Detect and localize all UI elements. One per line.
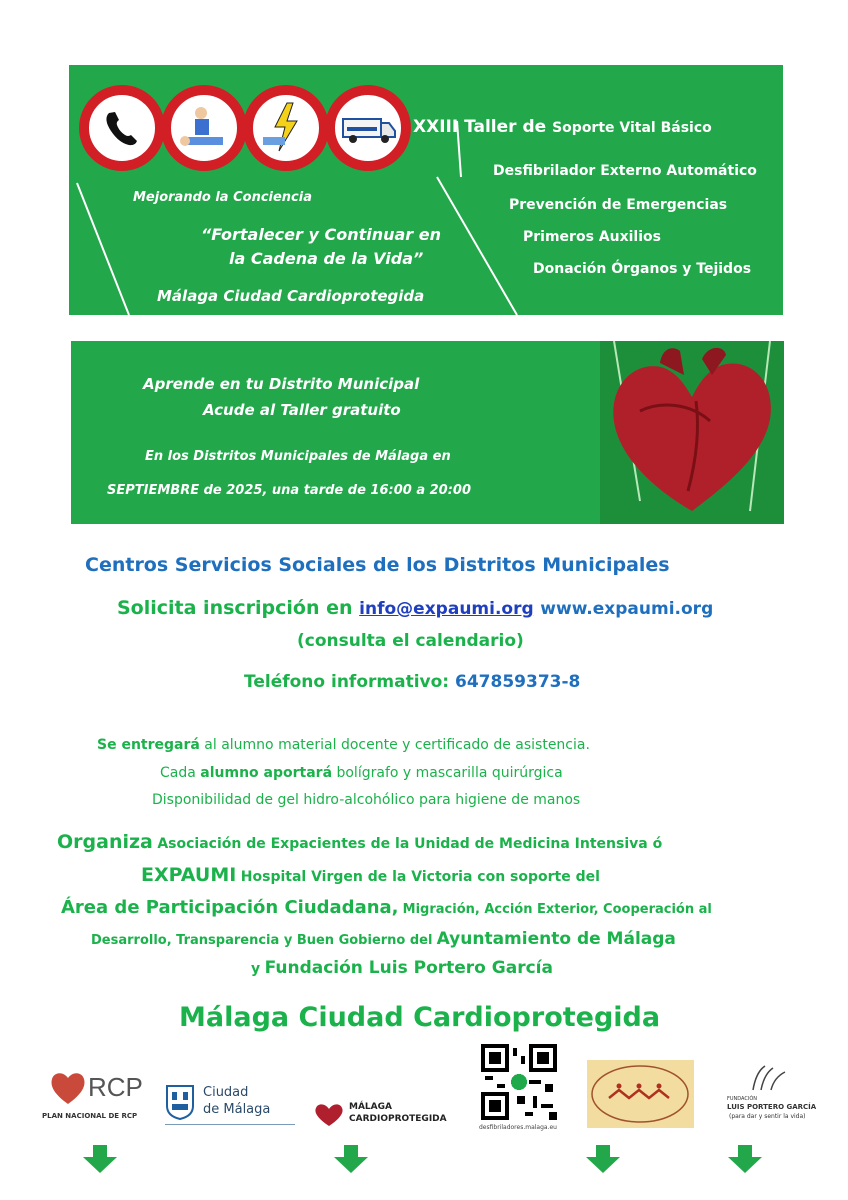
topic-1: Desfibrilador Externo Automático <box>493 163 757 179</box>
rcp-logo[interactable] <box>40 1068 150 1128</box>
learn-line: Aprende en tu Distrito Municipal <box>143 375 420 393</box>
workshop-title: XXIII Taller de Soporte Vital Básico <box>413 117 712 137</box>
phone-number[interactable]: 647859373-8 <box>455 672 581 692</box>
down-arrow-icon <box>331 1145 371 1175</box>
logo-underline <box>165 1124 295 1125</box>
heart-icon <box>600 341 784 524</box>
districts-line: En los Distritos Municipales de Málaga en <box>145 449 451 464</box>
city-slogan: Málaga Ciudad Cardioprotegida <box>157 287 425 305</box>
expaumi-emblem-icon <box>587 1060 694 1128</box>
registration-line <box>117 597 713 619</box>
note-gel: Disponibilidad de gel hidro-alcohólico para higiene de manos <box>152 792 581 808</box>
organizer-line-3: Área de Participación Ciudadana, Migración, Acción Exterior, Cooperación al <box>61 897 712 918</box>
rcp-subtext: PLAN NACIONAL DE RCP <box>42 1112 138 1120</box>
cpr-sign-icon <box>161 85 247 171</box>
calendar-note: (consulta el calendario) <box>297 631 524 651</box>
hands-icon <box>745 1060 793 1094</box>
phone-line <box>244 672 580 692</box>
rcp-heart-icon <box>48 1068 88 1108</box>
note-bring: Cada alumno aportará bolígrafo y mascarilla quirúrgica <box>160 765 563 781</box>
qr-code-icon <box>481 1044 557 1120</box>
qr-code-block[interactable] <box>479 1044 559 1134</box>
quote-line-2: la Cadena de la Vida” <box>229 249 424 268</box>
defibrillator-sign-icon <box>243 85 329 171</box>
ciudad-de-malaga-logo[interactable] <box>165 1082 295 1126</box>
down-arrow-icon <box>80 1145 120 1175</box>
phone-sign-icon <box>79 85 165 171</box>
mcp-text-1: MÁLAGA <box>349 1102 392 1112</box>
cardio-heart-icon <box>313 1102 345 1128</box>
down-arrow-icon <box>725 1145 765 1175</box>
organizer-line-5: y Fundación Luis Portero García <box>251 958 553 978</box>
mcp-text-2: CARDIOPROTEGIDA <box>349 1114 447 1124</box>
topic-3: Primeros Auxilios <box>523 229 661 245</box>
phone-label: Teléfono informativo: <box>244 672 450 692</box>
down-arrow-icon <box>583 1145 623 1175</box>
fundacion-portero-logo[interactable] <box>723 1060 817 1128</box>
organizer-line-4: Desarrollo, Transparencia y Buen Gobierno del Ayuntamiento de Málaga <box>91 929 676 949</box>
flp-text-2: LUIS PORTERO GARCÍA <box>727 1103 817 1111</box>
workshop-banner <box>71 341 784 524</box>
topic-4: Donación Órganos y Tejidos <box>533 261 752 277</box>
organizer-line-2: EXPAUMI Hospital Virgen de la Victoria con soporte del <box>141 864 600 886</box>
expaumi-logo[interactable] <box>587 1060 694 1128</box>
rcp-big-text: RCP <box>88 1072 143 1102</box>
flp-text-3: (para dar y sentir la vida) <box>729 1113 806 1120</box>
ambulance-sign-icon <box>325 85 411 171</box>
email-link[interactable]: info@expaumi.org <box>359 599 534 619</box>
flp-text-1: FUNDACIÓN <box>727 1096 758 1102</box>
awareness-text: Mejorando la Conciencia <box>133 190 312 205</box>
de-malaga-text: de Málaga <box>203 1102 271 1117</box>
registration-label: Solicita inscripción en <box>117 597 353 619</box>
organizer-line-1: Organiza Asociación de Expacientes de la Unidad de Medicina Intensiva ó <box>57 831 663 853</box>
quote-line-1: “Fortalecer y Continuar en <box>201 225 441 244</box>
topic-2: Prevención de Emergencias <box>509 197 728 213</box>
ciudad-text: Ciudad <box>203 1085 249 1100</box>
qr-caption: desfibriladores.malaga.eu <box>479 1124 557 1131</box>
malaga-cardioprotegida-logo[interactable] <box>313 1100 463 1130</box>
top-banner <box>69 65 783 315</box>
schedule-line: SEPTIEMBRE de 2025, una tarde de 16:00 a 20:00 <box>107 483 471 498</box>
centers-heading: Centros Servicios Sociales de los Distritos Municipales <box>85 554 670 576</box>
website-text[interactable]: www.expaumi.org <box>540 599 714 619</box>
footer-title: Málaga Ciudad Cardioprotegida <box>179 1002 661 1033</box>
malaga-shield-icon <box>165 1084 195 1120</box>
note-materials: Se entregará al alumno material docente y certificado de asistencia. <box>97 737 590 753</box>
chain-of-survival-signs <box>73 77 413 197</box>
free-workshop-line: Acude al Taller gratuito <box>203 401 401 419</box>
heart-image <box>600 341 784 524</box>
